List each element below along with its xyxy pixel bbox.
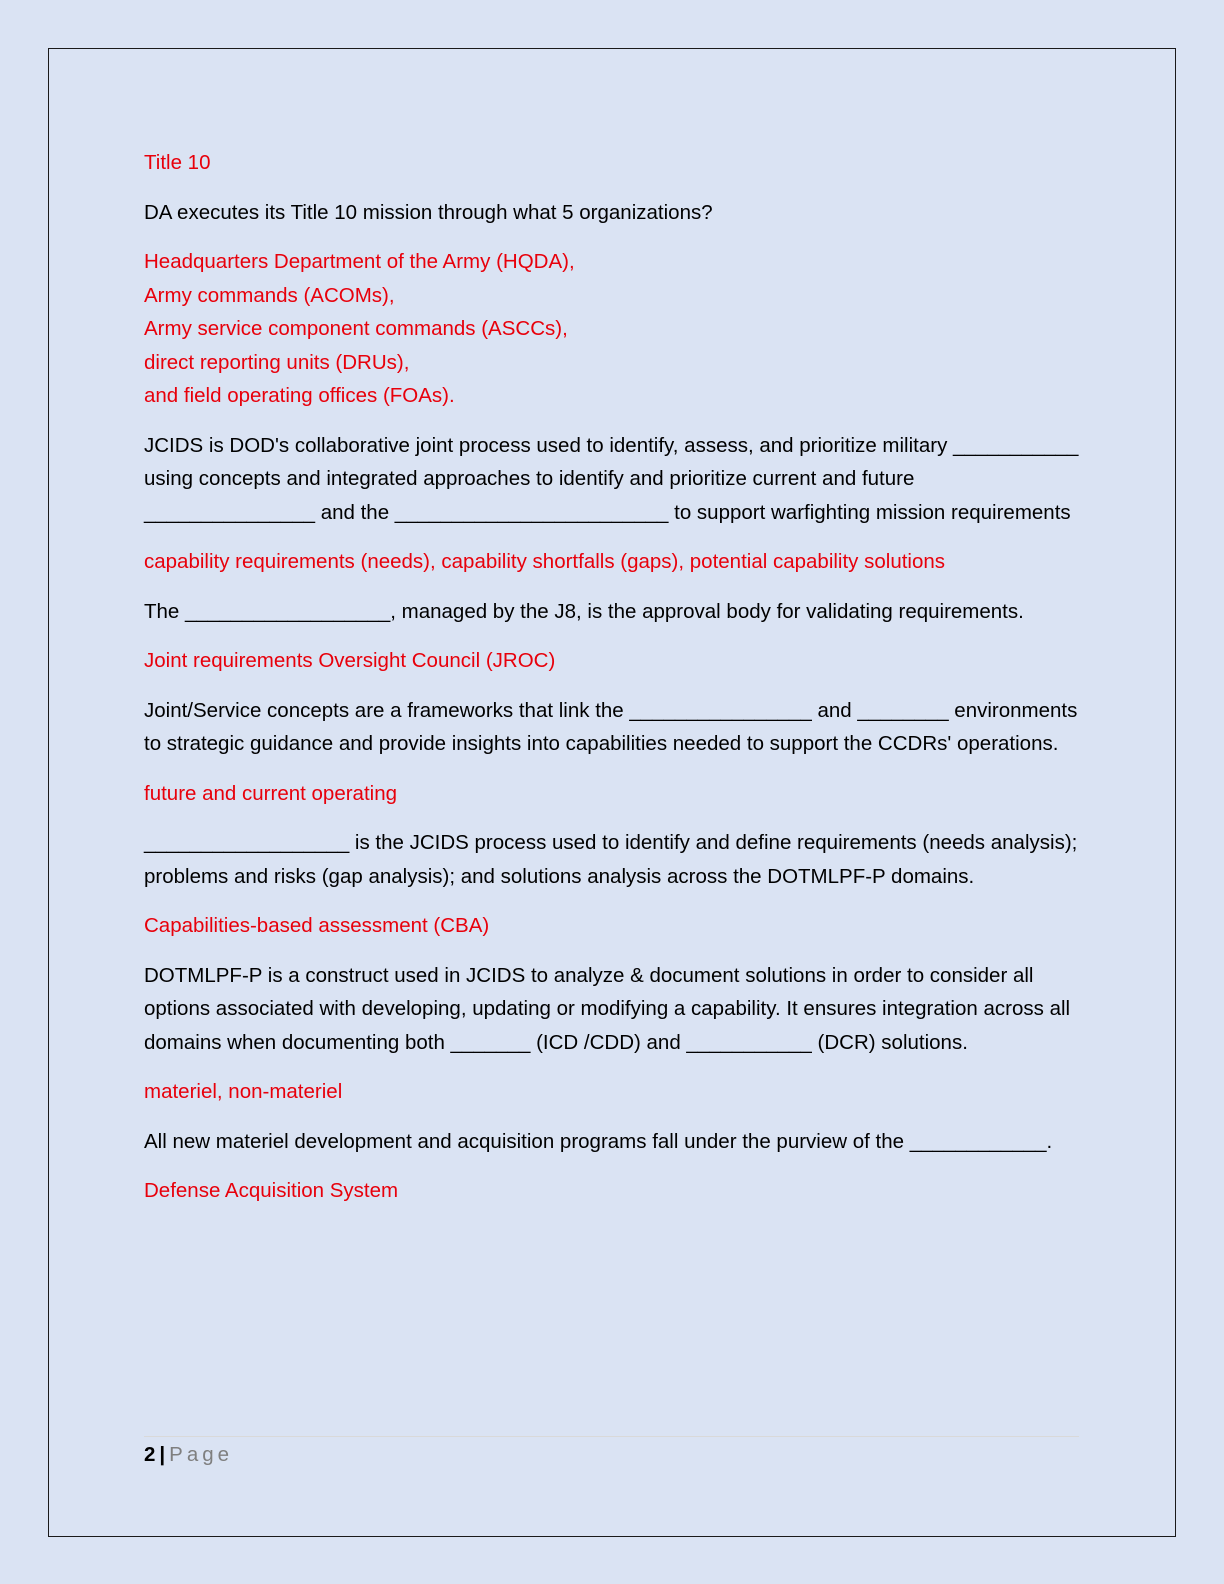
answer-item: and field operating offices (FOAs). (144, 384, 455, 407)
page-content (144, 146, 1079, 1224)
answer-text: Defense Acquisition System (144, 1179, 399, 1202)
answer-text: capability requirements (needs), capability shortfalls (gaps), potential capability solutions (144, 550, 946, 573)
answer-text: Capabilities-based assessment (CBA) (144, 914, 490, 937)
answer-item: Army service component commands (ASCCs), (144, 317, 568, 340)
answer-item: Army commands (ACOMs), (144, 283, 395, 307)
footer-divider (144, 1436, 1079, 1437)
question-text: Joint/Service concepts are a frameworks that link the ________________ and ________ environments to strategic guidance and provide insights into capabilities needed to support the CCDRs' operations. (144, 698, 1078, 755)
answer-list (144, 245, 1079, 413)
answer-text: Joint requirements Oversight Council (JROC) (144, 649, 556, 672)
page-number: 2 (144, 1443, 156, 1466)
section-heading: Title 10 (144, 151, 211, 174)
question-text: DA executes its Title 10 mission through what 5 organizations? (144, 200, 713, 224)
question-text: DOTMLPF-P is a construct used in JCIDS to analyze & document solutions in order to consider all options associated with developing, updating or modifying a capability. It ensures integration across all domains when documenting both _______ (ICD /CDD) and ___________ (DCR) solutions. (144, 963, 1071, 1054)
page-label: Page (169, 1443, 234, 1466)
document-page (48, 48, 1176, 1537)
answer-text: future and current operating (144, 781, 397, 805)
answer-item: Headquarters Department of the Army (HQDA), (144, 250, 575, 273)
question-text: All new materiel development and acquisition programs fall under the purview of the ____________. (144, 1129, 1053, 1153)
question-text: JCIDS is DOD's collaborative joint process used to identify, assess, and prioritize military ___________ using concepts and integrated approaches to identify and prioritize current and future _______________ and the ________________________ to support warfighting mission requirements (144, 433, 1079, 524)
footer-separator: | (159, 1443, 166, 1466)
answer-item: direct reporting units (DRUs), (144, 350, 410, 374)
answer-text: materiel, non-materiel (144, 1080, 343, 1103)
page-footer (144, 1440, 233, 1470)
question-text: __________________ is the JCIDS process used to identify and define requirements (needs analysis); problems and risks (gap analysis); and solutions analysis across the DOTMLPF-P domains. (144, 831, 1078, 888)
question-text: The __________________, managed by the J8, is the approval body for validating requirements. (144, 599, 1024, 623)
